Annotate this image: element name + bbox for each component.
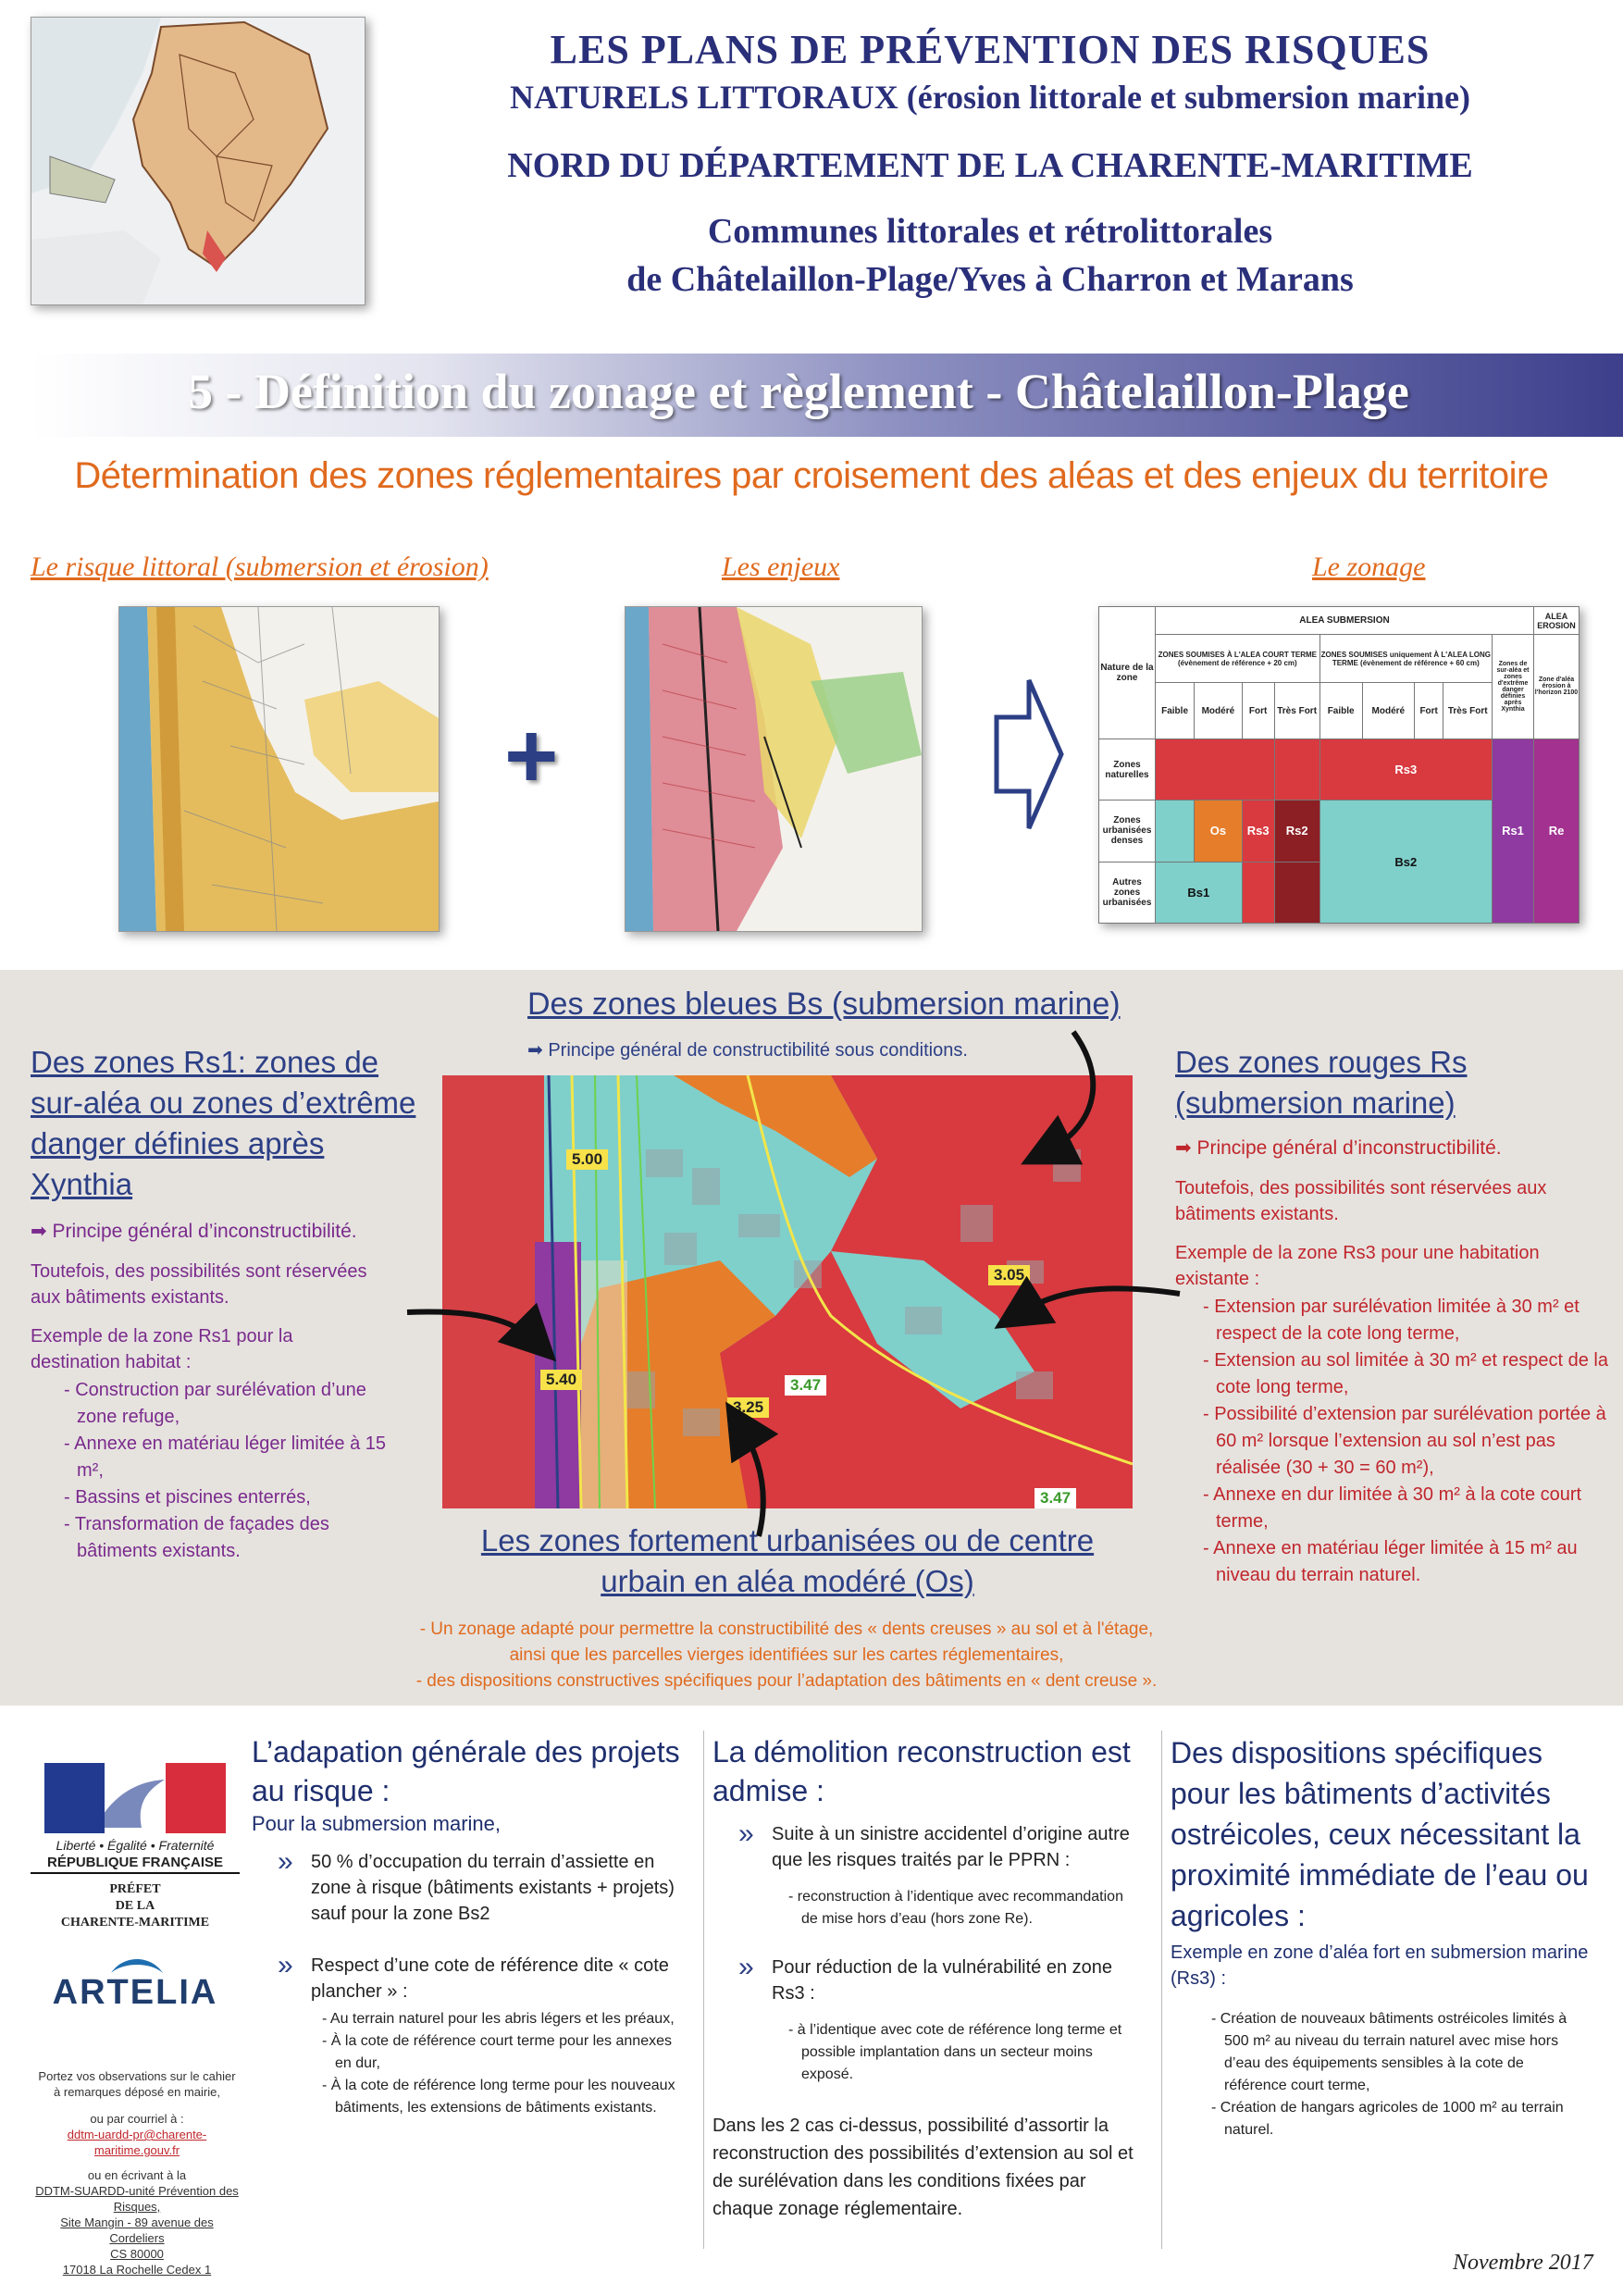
contact-address-1: DDTM-SUARDD-unité Prévention des Risques, [35,2184,239,2214]
list-item: - à l’identique avec cote de référence long terme et possible implantation dans un secteur moins exposé. [775,2019,1127,2086]
col1 [252,1732,696,2119]
col2-item-1-sub [775,1886,1127,1930]
col3-title: Des dispositions spécifiques pour les bâtiments d’activités ostréicoles, ceux nécessitant la proximité immédiate de l’eau ou agricoles : [1171,1736,1589,1932]
zone-re: Re [1534,738,1580,923]
col2-title: La démolition reconstruction est admise : [712,1735,1131,1807]
col1-title: L’adapation générale des projets au risque : [252,1735,680,1807]
red-toutefois: Toutefois, des possibilités sont réservées aux bâtiments existants. [1175,1178,1547,1224]
chevron-right-icon: » [738,1818,754,1849]
list-item: - Construction par surélévation d’une zone refuge, [51,1377,403,1431]
contact-address-4: 17018 La Rochelle Cedex 1 [62,2263,212,2277]
col2-item-2 [712,1952,1147,2006]
alea-submersion-header: ALEA SUBMERSION [1156,607,1534,635]
divider [1161,1731,1162,2249]
contact-address-2: Site Mangin - 89 avenue des Cordeliers [60,2215,214,2245]
label-stakes: Les enjeux [722,552,840,582]
long-terme-header: ZONES SOUMISES uniquement À L'ALEA LONG TERME (évènement de référence + 60 cm) [1319,635,1492,683]
prefet-2: DE LA [115,1899,155,1913]
col3-list [1198,2008,1587,2141]
sur-alea-header: Zones de sur-aléa et zones d'extrême danger définies après Xynthia [1493,635,1534,739]
list-item: - Transformation de façades des bâtiments existants. [51,1511,403,1565]
os-line-2: ainsi que les parcelles vierges identifiées sur les cartes réglementaires, [509,1645,1064,1665]
col1-item-1-text: 50 % d’occupation du terrain d’assiette en zone à risque (bâtiments existants + projets) sauf pour la zone Bs2 [311,1852,675,1924]
level-cell: Fort [1242,683,1274,738]
col2-item-1 [712,1818,1147,1873]
map-value: 5.00 [566,1149,608,1170]
contact-line-2: ou par courriel à : [90,2112,184,2126]
list-item: - Possibilité d’extension par surélévation portée à 60 m² lorsque l’extension au sol n’est pas réalisée (30 + 30 = 60 m²), [1190,1401,1611,1482]
zone-rs3-natural: Rs3 [1319,738,1492,800]
col2-item-2-text: Pour réduction de la vulnérabilité en zone Rs3 : [772,1957,1113,2004]
col2-item-1-text: Suite à un sinistre accidentel d’origine autre que les risques traités par le PPRN : [772,1824,1130,1870]
zone-rs2: Rs2 [1274,800,1319,862]
title-line-3: NORD DU DÉPARTEMENT DE LA CHARENTE-MARITIME [507,146,1473,185]
col1-sub-list [309,2008,679,2119]
red-zone-title: Des zones rouges Rs (submersion marine) [1175,1045,1468,1120]
republic-motto: Liberté • Égalité • Fraternité [56,1838,215,1853]
contact-block [35,2068,239,2277]
title-line-2: NATURELS LITTORAUX (érosion littorale et submersion marine) [510,79,1470,116]
title-line-1: LES PLANS DE PRÉVENTION DES RISQUES [550,27,1431,72]
chevron-right-icon: » [738,1952,754,1982]
map-value: 3.25 [727,1397,769,1418]
level-cell: Modéré [1195,683,1243,738]
title-line-5: de Châtelaillon-Plage/Yves à Charron et Marans [626,260,1354,299]
rs1-toutefois: Toutefois, des possibilités sont réservées aux bâtiments existants. [31,1261,367,1308]
level-cell: Faible [1156,683,1195,738]
col2-conclusion: Dans les 2 cas ci-dessus, possibilité d’assortir la reconstruction des possibilités d’extension au sol et de surélévation dans les conditions fixées par chaque zonage réglementaire. [712,2116,1134,2219]
list-item: - Au terrain naturel pour les abris légers et les préaux, [309,2008,679,2030]
rs1-principle-text: Principe général d’inconstructibilité. [52,1221,357,1242]
level-cell: Très Fort [1274,683,1319,738]
list-item: - À la cote de référence court terme pour les annexes en dur, [309,2030,679,2075]
row-autres: Autres zones urbanisées [1099,862,1156,923]
list-item: - Création de nouveaux bâtiments ostréicoles limités à 500 m² au niveau du terrain naturel avec mise hors d’eau des équipements sensibles à la cote de référence court terme, [1198,2008,1587,2097]
col1-item-2-text: Respect d’une cote de référence dite « cote plancher » : [311,1955,669,2002]
arrow-circle-icon: ➡ [527,1040,543,1061]
zone-bs2: Bs2 [1319,800,1492,924]
banner-text: 5 - Définition du zonage et règlement - Châtelaillon-Plage [188,364,1409,419]
footer-date: Novembre 2017 [1453,2251,1593,2275]
list-item: - Annexe en dur limitée à 30 m² à la cote court terme, [1190,1482,1611,1535]
list-item: - À la cote de référence long terme pour les nouveaux bâtiments, les extensions de bâtiments existants. [309,2075,679,2119]
red-example: Exemple de la zone Rs3 pour une habitation existante : [1175,1243,1540,1289]
list-item: - Extension au sol limitée à 30 m² et respect de la cote long terme, [1190,1347,1611,1401]
list-item: - Création de hangars agricoles de 1000 m² au terrain naturel. [1198,2097,1587,2141]
map-value: 5.40 [540,1370,582,1390]
map-value: 3.05 [988,1265,1030,1285]
col1-item-2 [252,1950,696,2004]
list-item: - reconstruction à l’identique avec recommandation de mise hors d’eau (hors zone Re). [775,1886,1127,1930]
zone-os: Os [1195,800,1243,862]
subtitle: Détermination des zones réglementaires par croisement des aléas et des enjeux du territoire [74,455,1549,496]
row-naturelles: Zones naturelles [1099,738,1156,800]
level-cell: Faible [1319,683,1362,738]
arrow-circle-icon: ➡ [1175,1137,1192,1159]
red-principle-text: Principe général d’inconstructibilité. [1196,1137,1502,1159]
red-list [1190,1294,1611,1589]
plus-sign: + [504,704,559,808]
court-terme-header: ZONES SOUMISES À L'ALEA COURT TERME (évènement de référence + 20 cm) [1156,635,1320,683]
rs1-title: Des zones Rs1: zones de sur-aléa ou zones d’extrême danger définies après Xynthia [31,1045,416,1201]
col3-subtitle: Exemple en zone d’aléa fort en submersion marine (Rs3) : [1171,1942,1589,1989]
os-line-3: - des dispositions constructives spécifiques pour l’adaptation des bâtiments en « dent creuse ». [415,1671,1158,1691]
nature-header: Nature de la zone [1099,607,1156,739]
list-item: - Extension par surélévation limitée à 30 m² et respect de la cote long terme, [1190,1294,1611,1347]
zone-rs1: Rs1 [1493,738,1534,923]
republic-name: RÉPUBLIQUE FRANÇAISE [31,1855,240,1874]
blue-principle-text: Principe général de constructibilité sous conditions. [548,1040,968,1061]
contact-line-3: ou en écrivant à la [87,2168,187,2182]
rs1-example: Exemple de la zone Rs1 pour la destination habitat : [31,1326,293,1372]
chevron-right-icon: » [278,1846,293,1877]
prefet-1: PRÉFET [109,1882,161,1896]
alea-erosion-header: ALEA EROSION [1534,607,1580,635]
contact-email[interactable]: ddtm-uardd-pr@charente-maritime.gouv.fr [67,2128,207,2157]
map-value: 3.47 [785,1375,826,1396]
contact-line-1: Portez vos observations sur le cahier à remarques déposé en mairie, [38,2069,236,2099]
os-title-1: Les zones fortement urbanisées ou de centre [480,1523,1095,1558]
blue-zone-title: Des zones bleues Bs (submersion marine) [527,987,1121,1022]
map-value: 3.47 [1035,1488,1076,1508]
col3 [1171,1732,1605,2141]
artelia-logo: ARTELIA [52,1973,218,2012]
title-line-4: Communes littorales et rétrolittorales [707,212,1273,251]
os-line-1: - Un zonage adapté pour permettre la constructibilité des « dents creuses » au sol et à l'étage, [419,1620,1154,1639]
zone-bs1: Bs1 [1156,862,1243,923]
level-cell: Très Fort [1443,683,1493,738]
list-item: - Annexe en matériau léger limitée à 15 m², [51,1431,403,1484]
list-item: - Bassins et piscines enterrés, [51,1484,403,1511]
col2 [712,1732,1147,2223]
list-item: - Annexe en matériau léger limitée à 15 m² au niveau du terrain naturel. [1190,1535,1611,1589]
col1-item-1 [252,1846,696,1927]
zone-rs3-dense: Rs3 [1242,800,1274,862]
chevron-right-icon: » [278,1950,293,1980]
col2-item-2-sub [775,2019,1127,2086]
red-principle [1175,1136,1601,1160]
level-cell: Modéré [1362,683,1414,738]
label-zoning: Le zonage [1312,552,1426,582]
prefet-3: CHARENTE-MARITIME [60,1916,210,1930]
contact-address-3: CS 80000 [110,2247,164,2261]
os-title-2: urbain en aléa modéré (Os) [601,1564,974,1598]
col1-subtitle: Pour la submersion marine, [252,1812,502,1835]
divider [703,1731,704,2249]
label-risk: Le risque littoral (submersion et érosion) [31,552,489,582]
row-denses: Zones urbanisées denses [1099,800,1156,862]
arrow-circle-icon: ➡ [31,1221,47,1242]
level-cell: Fort [1414,683,1443,738]
republic-logo [44,1763,226,1833]
erosion-desc-header: Zone d'aléa érosion à l'horizon 2100 [1534,635,1580,739]
